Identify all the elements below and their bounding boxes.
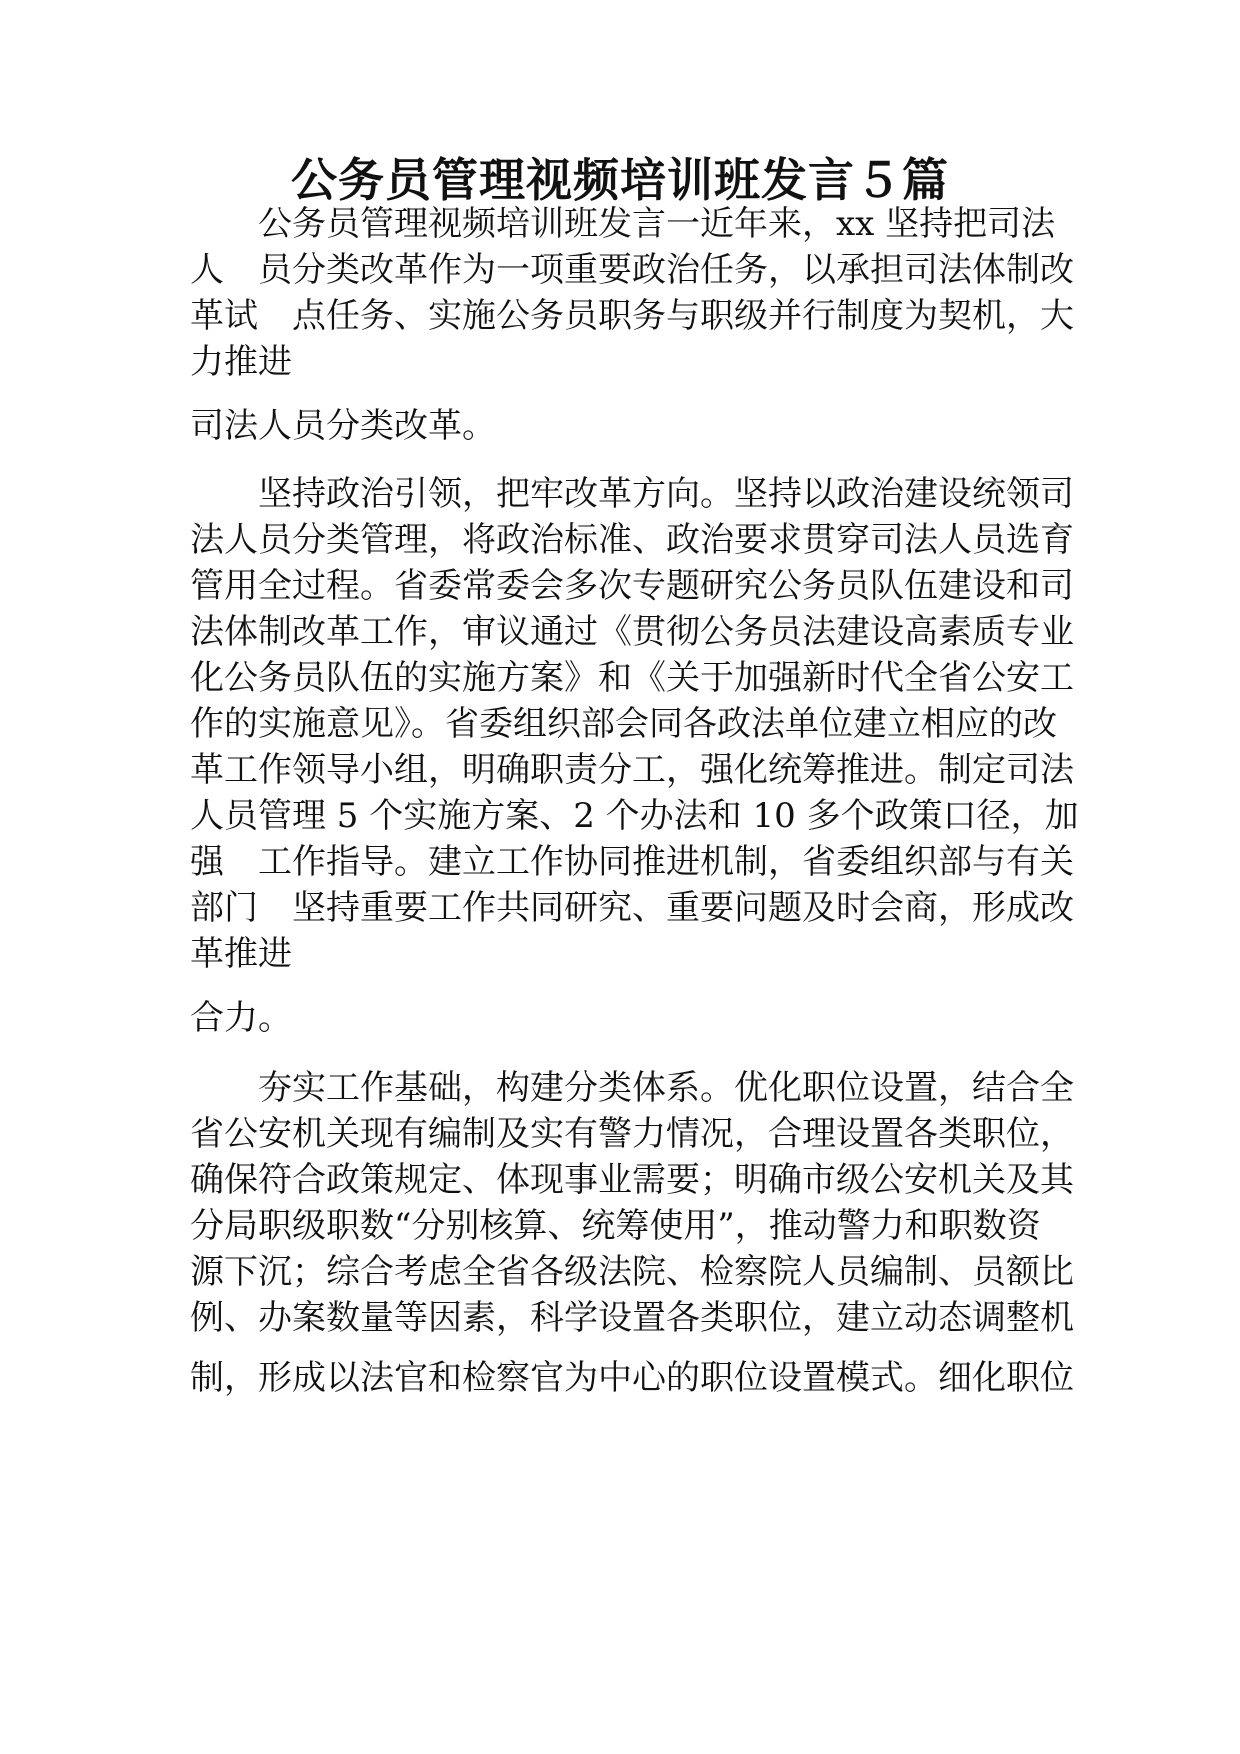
- body-line: 合力。: [190, 998, 292, 1038]
- body-line: 人 员分类改革作为一项重要政治任务，以承担司法体制改: [190, 250, 1074, 290]
- body-line: 革工作领导小组，明确职责分工，强化统筹推进。制定司法: [190, 750, 1074, 790]
- body-line: 例、办案数量等因素，科学设置各类职位，建立动态调整机: [190, 1298, 1074, 1338]
- body-line: 省公安机关现有编制及实有警力情况，合理设置各类职位，: [190, 1114, 1074, 1154]
- body-line: 部门 坚持重要工作共同研究、重要问题及时会商，形成改: [190, 888, 1074, 928]
- body-line: 坚持政治引领，把牢改革方向。坚持以政治建设统领司: [190, 474, 1074, 514]
- body-line: 作的实施意见》。省委组织部会同各政法单位建立相应的改: [190, 704, 1057, 744]
- body-line: 夯实工作基础，构建分类体系。优化职位设置，结合全: [190, 1068, 1074, 1108]
- body-line: 管用全过程。省委常委会多次专题研究公务员队伍建设和司: [190, 566, 1074, 606]
- body-line: 化公务员队伍的实施方案》和《关于加强新时代全省公安工: [190, 658, 1074, 698]
- body-line: 力推进: [190, 342, 292, 382]
- body-line: 法体制改革工作，审议通过《贯彻公务员法建设高素质专业: [190, 612, 1074, 652]
- body-line: 分局职级职数“分别核算、统筹使用”，推动警力和职数资: [190, 1206, 1041, 1246]
- document-title: 公务员管理视频培训班发言５篇: [291, 153, 949, 207]
- body-line: 确保符合政策规定、体现事业需要；明确市级公安机关及其: [190, 1160, 1074, 1200]
- body-line: 法人员分类管理，将政治标准、政治要求贯穿司法人员选育: [190, 520, 1074, 560]
- body-line: 强 工作指导。建立工作协同推进机制，省委组织部与有关: [190, 842, 1074, 882]
- body-line: 人员管理 5 个实施方案、2 个办法和 10 多个政策口径，加: [190, 796, 1079, 836]
- body-line: 司法人员分类改革。: [190, 406, 496, 446]
- body-line: 革试 点任务、实施公务员职务与职级并行制度为契机，大: [190, 296, 1074, 336]
- body-line: 公务员管理视频培训班发言一近年来，xx 坚持把司法: [190, 204, 1056, 244]
- body-line: 革推进: [190, 934, 292, 974]
- body-line: 制，形成以法官和检察官为中心的职位设置模式。细化职位: [190, 1358, 1074, 1398]
- body-line: 源下沉；综合考虑全省各级法院、检察院人员编制、员额比: [190, 1252, 1074, 1292]
